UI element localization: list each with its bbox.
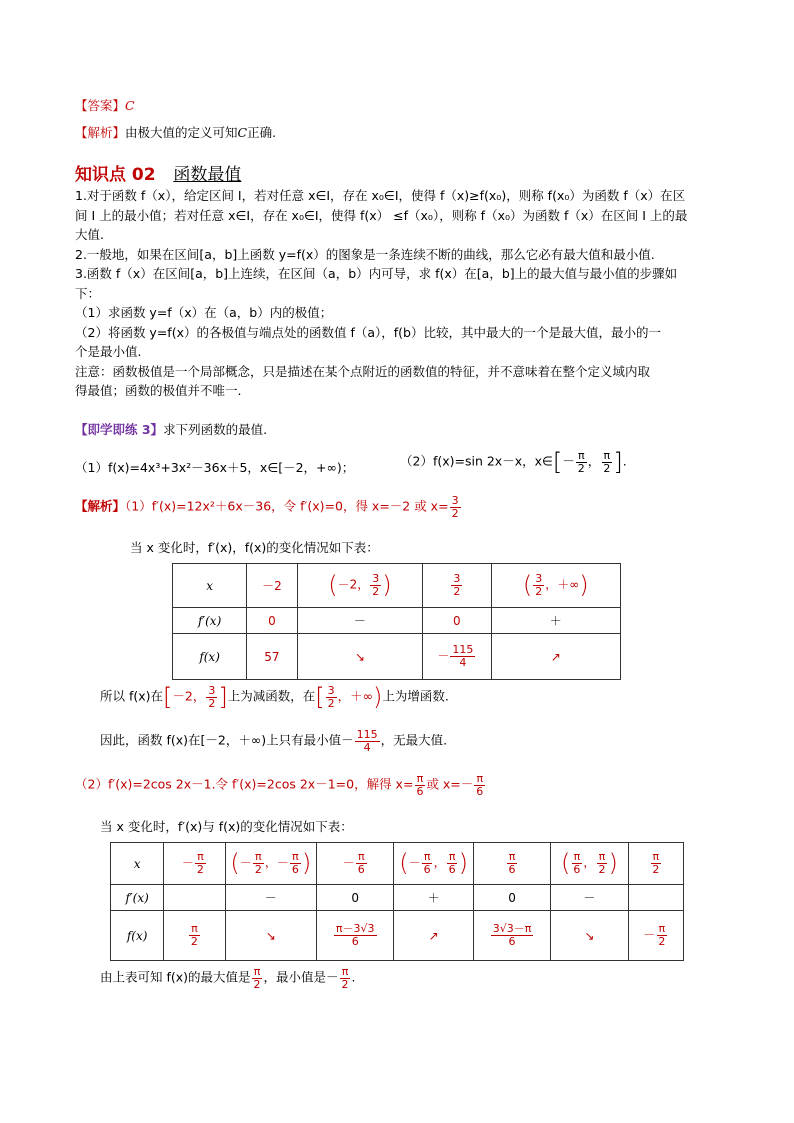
final-n2: π (341, 965, 349, 978)
sol2-d1: 6 (416, 784, 424, 798)
t2-x-c2: (－ $\frac{\pi}{2}$ ，－ $\frac{\pi}{6}$ ) (225, 843, 316, 885)
t2-x-c2d2: 6 (291, 863, 299, 876)
step-2-line-2: 个是最小值. (75, 344, 142, 359)
step-1: （1）求函数 y=f（x）在（a，b）内的极值； (75, 305, 333, 320)
t2-f-c4: ↗ (394, 911, 473, 961)
t2-f-c7s: － (643, 928, 656, 942)
t2-x-c6d1: 6 (573, 863, 581, 876)
sol2-n2: π (476, 772, 484, 785)
sol1-num: 3 (451, 494, 459, 507)
answer-value: C (125, 98, 135, 113)
conclusion-1: 所以 f(x)在[－2， $\frac{3}{2}$ ]上为减函数，在[ $\frac{3}{2}$ ，＋∞)上为增函数. (100, 683, 449, 712)
t1-f-c1: 57 (247, 634, 297, 680)
t1-x-c2n: 3 (372, 572, 380, 586)
conc1-i1d: 2 (208, 696, 216, 710)
t2-x-c6n1: π (573, 850, 581, 864)
sol2-n1: π (416, 772, 424, 785)
conc1-a: 所以 f(x)在 (100, 688, 164, 704)
note-line-1: 注意：函数极值是一个局部概念，只是描述在某个点附近的函数值的特征，并不意味着在整个定义域内取 (75, 363, 651, 379)
definition-line-1: 1.对于函数 f（x），给定区间 I，若对任意 x∈I，存在 x₀∈I，使得 f（x)≥f(x₀)，则称 f(x₀）为函数 f（x）在区 (75, 188, 686, 203)
conc2-num: 115 (356, 728, 378, 741)
solution-1-line (75, 495, 462, 519)
question-2 (400, 448, 627, 477)
sol2-text: （2）f′(x)=2cos 2x－1.令 f′(x)=2cos 2x－1=0，解得 x= (75, 776, 414, 792)
conc1-i2b: ，＋∞ (337, 688, 374, 704)
final-a: 由上表可知 f(x)的最大值是 (100, 969, 251, 985)
q2-num-1: π (577, 449, 585, 462)
t1-x-c3n: 3 (453, 572, 461, 586)
t2-x-c2n1: π (255, 850, 262, 864)
t1-header-x: x (173, 564, 247, 608)
definition-line-2: 间 I 上的最小值；若对任意 x∈I，存在 x₀∈I，使得 f(x） ≤f（x₀），则称 f（x₀）为函数 f（x）在区间 I 上的最 (75, 207, 688, 223)
t2-fp-c1 (164, 885, 225, 911)
t2-f-c2: ↘ (225, 911, 316, 961)
final-c: . (351, 969, 356, 985)
t2-x-c3d: 6 (357, 863, 365, 876)
t1-fp-c1: 0 (247, 608, 297, 634)
conc1-i2d: 2 (327, 696, 335, 710)
t2-f-c1n: π (191, 922, 198, 936)
t1-f-c3n: 115 (452, 643, 474, 657)
t2-x-c6d2: 2 (598, 863, 606, 876)
solution-2-line (75, 773, 486, 797)
t1-x-c4: ( $\frac{3}{2}$ ，＋∞) (491, 564, 620, 608)
t2-f-c7 (628, 911, 683, 961)
t1-f-c3-sign: － (437, 649, 450, 663)
section-title: 函数最值 (173, 165, 242, 185)
t2-x-c2n2: π (292, 850, 299, 864)
t2-x-c3n: π (357, 850, 365, 864)
t2-header-x: x (111, 843, 164, 885)
t1-x-c4d: 2 (535, 585, 543, 598)
t2-x-c5n: π (508, 850, 516, 864)
table-2-row-f (111, 911, 684, 961)
final-conclusion (100, 966, 356, 990)
conc2-den: 4 (363, 740, 371, 754)
t2-x-c6: ( $\frac{\pi}{6}$ ， $\frac{\pi}{2}$ ) (551, 843, 628, 885)
t1-f-c4: ↗ (491, 634, 620, 680)
q2-sep: ， (587, 453, 601, 469)
q2-den-1: 2 (577, 461, 585, 475)
definition-paragraph (75, 186, 735, 401)
solution-1-frac (450, 495, 461, 519)
steps-line-1: 3.函数 f（x）在区间[a，b]上连续，在区间（a，b）内可导，求 f(x）在[a，b]上的最大值与最小值的步骤如 (75, 266, 678, 281)
table-1-row-fp (173, 608, 621, 634)
question-1-text: （1）f(x)=4x³+3x²－36x＋5，x∈[－2，+∞)； (75, 460, 355, 475)
t2-x-c4n1: π (423, 850, 431, 864)
t2-f-c1 (164, 911, 225, 961)
practice-text: 求下列函数的最值. (163, 422, 268, 437)
conc1-i1a: －2， (172, 688, 206, 704)
final-d1: 2 (253, 977, 261, 991)
t1-fp-c3: 0 (423, 608, 491, 634)
sol1-den: 2 (451, 506, 459, 520)
t2-header-f: f(x) (111, 911, 164, 961)
t2-f-c7d: 2 (658, 935, 666, 948)
conclusion-2 (100, 729, 447, 753)
q2-frac-1 (576, 450, 587, 474)
t2-x-c6sep: ， (583, 856, 596, 870)
t2-x-c2s1: － (239, 856, 252, 870)
t1-x-c3d: 2 (453, 585, 461, 598)
t2-x-c3s: － (342, 856, 355, 870)
t1-x-c1: －2 (247, 564, 297, 608)
practice-line (75, 420, 267, 438)
analysis-text-end: 正确. (247, 125, 277, 140)
table-2-row-x (111, 843, 684, 885)
answer-line (75, 96, 135, 114)
t1-f-c2: ↘ (297, 634, 422, 680)
t2-x-c4s1: － (408, 856, 421, 870)
answer-label: 【答案】 (75, 98, 126, 113)
analysis-line (75, 123, 276, 141)
definition-line-3: 大值. (75, 227, 104, 242)
q2-num-2: π (603, 449, 611, 462)
t2-fp-c7 (628, 885, 683, 911)
analysis-label: 【解析】 (75, 125, 126, 140)
conc2-a: 因此，函数 f(x)在[－2，＋∞)上只有最小值－ (100, 732, 354, 748)
t2-fp-c4: ＋ (394, 885, 473, 911)
bracket-right: ] (613, 448, 623, 477)
steps-line-2: 下： (75, 285, 101, 301)
t2-x-c4d1: 6 (423, 863, 431, 876)
t2-header-fp: f′(x) (111, 885, 164, 911)
q2-sign: － (562, 453, 575, 469)
t2-x-c4n2: π (448, 850, 456, 864)
t2-f-c7n: π (658, 922, 666, 936)
t1-x-c4n: 3 (535, 572, 543, 586)
t2-x-c7n: π (652, 850, 660, 864)
table-2 (110, 842, 684, 961)
section-heading (75, 160, 241, 185)
analysis-var: C (237, 125, 248, 140)
t2-fp-c6: － (551, 885, 628, 911)
t2-x-c2d1: 2 (254, 863, 262, 876)
t1-x-c4b: ，＋∞ (545, 578, 580, 592)
t2-fp-c3: 0 (317, 885, 394, 911)
practice-label: 【即学即练 3】 (75, 422, 164, 437)
t2-x-c2s2: ，－ (264, 856, 289, 870)
section-number: 知识点 02 (75, 165, 156, 185)
conc2-b: ，无最大值. (380, 732, 448, 748)
question-2-text: （2）f(x)=sin 2x－x，x∈ (400, 453, 553, 469)
step-2-line-1: （2）将函数 y=f(x）的各极值与端点处的函数值 f（a），f(b）比较，其中最大的一个是最大值，最小的一 (75, 324, 661, 340)
t2-x-c4d2: 6 (448, 863, 456, 876)
t2-x-c1s: － (181, 856, 194, 870)
conc1-i1n: 3 (208, 684, 216, 697)
solution-1-text: （1）f′(x)=12x²＋6x－36，令 f′(x)=0，得 x=－2 或 x= (125, 498, 449, 514)
t2-fp-c2: － (225, 885, 316, 911)
conc1-i2n: 3 (327, 684, 335, 697)
t1-x-c3 (423, 564, 491, 608)
sol2-d2: 6 (476, 784, 484, 798)
t2-f-c3d: 6 (351, 935, 359, 948)
final-n1: π (253, 965, 261, 978)
t2-f-c5n: 3√3－π (492, 922, 532, 936)
analysis-text: 由极大值的定义可知 (125, 125, 238, 140)
t2-x-c7d: 2 (652, 863, 660, 876)
t2-x-c6n2: π (598, 850, 606, 864)
t1-header-fp: f′(x) (173, 608, 247, 634)
t2-x-c5d: 6 (508, 863, 516, 876)
t2-f-c3 (317, 911, 394, 961)
t2-x-c4sep: ， (433, 856, 446, 870)
t2-x-c5 (473, 843, 550, 885)
t2-f-c6: ↘ (551, 911, 628, 961)
t2-f-c3n: π－3√3 (335, 922, 375, 936)
t2-f-c5 (473, 911, 550, 961)
t1-x-c2a: －2， (337, 578, 370, 592)
t2-x-c4: (－ $\frac{\pi}{6}$ ， $\frac{\pi}{6}$ ) (394, 843, 473, 885)
t2-fp-c5: 0 (473, 885, 550, 911)
table-1-row-x (173, 564, 621, 608)
t2-f-c5d: 6 (508, 935, 516, 948)
conc1-c: 上为增函数. (382, 688, 449, 704)
t1-fp-c2: － (297, 608, 422, 634)
t2-f-c1d: 2 (190, 935, 198, 948)
t1-x-c2: (－2， $\frac{3}{2}$ ) (297, 564, 422, 608)
t1-fp-c4: ＋ (491, 608, 620, 634)
t1-f-c3 (423, 634, 491, 680)
note-line-2: 得最值；函数的极值并不唯一. (75, 383, 242, 398)
t1-f-c3d: 4 (459, 656, 467, 669)
final-d2: 2 (341, 977, 349, 991)
sol2-mid: 或 x=－ (426, 776, 474, 792)
t2-x-c1d: 2 (196, 863, 204, 876)
question-1 (75, 458, 354, 476)
bracket-left: [ (552, 448, 563, 477)
t2-x-c3 (317, 843, 394, 885)
solution-label: 【解析】 (75, 498, 126, 514)
table-1-row-f (173, 634, 621, 680)
t2-x-c1n: π (197, 850, 204, 864)
t2-x-c7 (628, 843, 683, 885)
conc1-b: 上为减函数，在 (227, 688, 316, 704)
t2-x-c1 (164, 843, 225, 885)
q2-end: . (622, 453, 627, 469)
continuity-line: 2.一般地，如果在区间[a，b]上函数 y=f(x）的图象是一条连续不断的曲线，那么它必有最大值和最小值. (75, 246, 655, 262)
q2-den-2: 2 (603, 461, 611, 475)
table-2-row-fp (111, 885, 684, 911)
table-1-intro: 当 x 变化时，f′(x)，f(x)的变化情况如下表： (130, 540, 379, 555)
t1-header-f: f(x) (173, 634, 247, 680)
final-b: ，最小值是－ (263, 969, 339, 985)
table-2-intro: 当 x 变化时，f′(x)与 f(x)的变化情况如下表： (100, 819, 353, 834)
t1-x-c2d: 2 (372, 585, 380, 598)
q2-frac-2 (601, 450, 612, 474)
table-1 (172, 563, 621, 680)
